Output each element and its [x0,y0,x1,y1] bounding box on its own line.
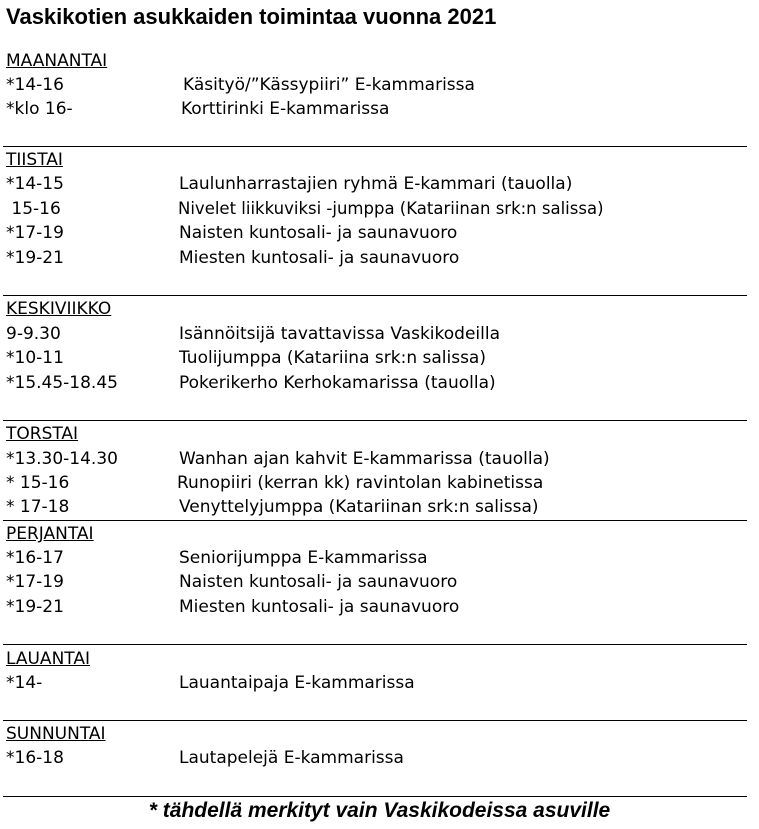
row-time: *13.30-14.30 [6,449,118,469]
row-time: 9-9.30 [6,324,61,344]
page-title: Vaskikotien asukkaiden toimintaa vuonna 2021 [6,4,497,29]
section-divider [3,644,747,645]
row-time: *17-19 [6,572,64,592]
row-activity: Naisten kuntosali- ja saunavuoro [179,572,458,592]
schedule-row [0,371,759,395]
row-time: *klo 16- [6,99,73,119]
section-divider [3,520,747,521]
row-time: *16-17 [6,548,64,568]
row-activity: Isännöitsijä tavattavissa Vaskikodeilla [179,324,501,344]
schedule-row [0,595,759,619]
schedule-row [0,570,759,594]
day-heading-torstai: TORSTAI [6,424,79,444]
schedule-row [0,546,759,570]
day-heading-maanantai: MAANANTAI [6,51,108,71]
schedule-row [0,322,759,346]
row-activity: Käsityö/”Kässypiiri” E-kammarissa [183,75,475,95]
schedule-row [0,671,759,695]
day-heading-lauantai: LAUANTAI [6,649,90,669]
day-heading-tiistai: TIISTAI [6,150,63,170]
schedule-row [0,447,759,471]
schedule-row [0,197,759,221]
day-heading-sunnuntai: SUNNUNTAI [6,724,106,744]
row-activity: Miesten kuntosali- ja saunavuoro [179,248,460,268]
row-activity: Wanhan ajan kahvit E-kammarissa (tauolla) [179,449,550,469]
schedule-row [0,246,759,270]
row-time: *19-21 [6,248,64,268]
row-activity: Miesten kuntosali- ja saunavuoro [179,597,460,617]
row-time: * 17-18 [6,497,70,517]
row-activity: Tuolijumppa (Katariina srk:n salissa) [179,348,486,368]
section-divider [3,720,747,721]
section-divider [3,146,747,147]
row-time: *14- [6,673,43,693]
row-activity: Lautapelejä E-kammarissa [179,748,404,768]
day-heading-perjantai: PERJANTAI [6,524,94,544]
row-activity: Laulunharrastajien ryhmä E-kammari (tauolla) [179,174,573,194]
row-activity: Lauantaipaja E-kammarissa [179,673,415,693]
schedule-row [0,221,759,245]
row-time: *16-18 [6,748,64,768]
row-time: *19-21 [6,597,64,617]
schedule-row [0,97,759,121]
day-heading-keskiviikko: KESKIVIIKKO [6,299,112,319]
row-time: *14-15 [6,174,64,194]
row-time: *14-16 [6,75,64,95]
row-activity: Venyttelyjumppa (Katariinan srk:n salissa) [179,497,539,517]
schedule-row [0,73,759,97]
section-divider [3,420,747,421]
row-activity: Naisten kuntosali- ja saunavuoro [179,223,458,243]
row-time: * 15-16 [6,473,70,493]
row-activity: Runopiiri (kerran kk) ravintolan kabinetissa [177,473,544,493]
row-time: *10-11 [6,348,64,368]
row-activity: Nivelet liikkuviksi -jumppa (Katariinan srk:n salissa) [178,199,604,218]
footnote: * tähdellä merkityt vain Vaskikodeissa asuville [148,799,611,822]
row-activity: Seniorijumppa E-kammarissa [179,548,428,568]
section-divider [3,295,747,296]
schedule-row [0,495,759,519]
row-time: *17-19 [6,223,64,243]
row-activity: Korttirinki E-kammarissa [181,99,390,119]
schedule-row [0,746,759,770]
row-time: *15.45-18.45 [6,373,118,393]
row-time: 15-16 [6,199,61,219]
schedule-row [0,471,759,495]
schedule-row [0,172,759,196]
row-activity: Pokerikerho Kerhokamarissa (tauolla) [179,373,496,393]
schedule-row [0,346,759,370]
